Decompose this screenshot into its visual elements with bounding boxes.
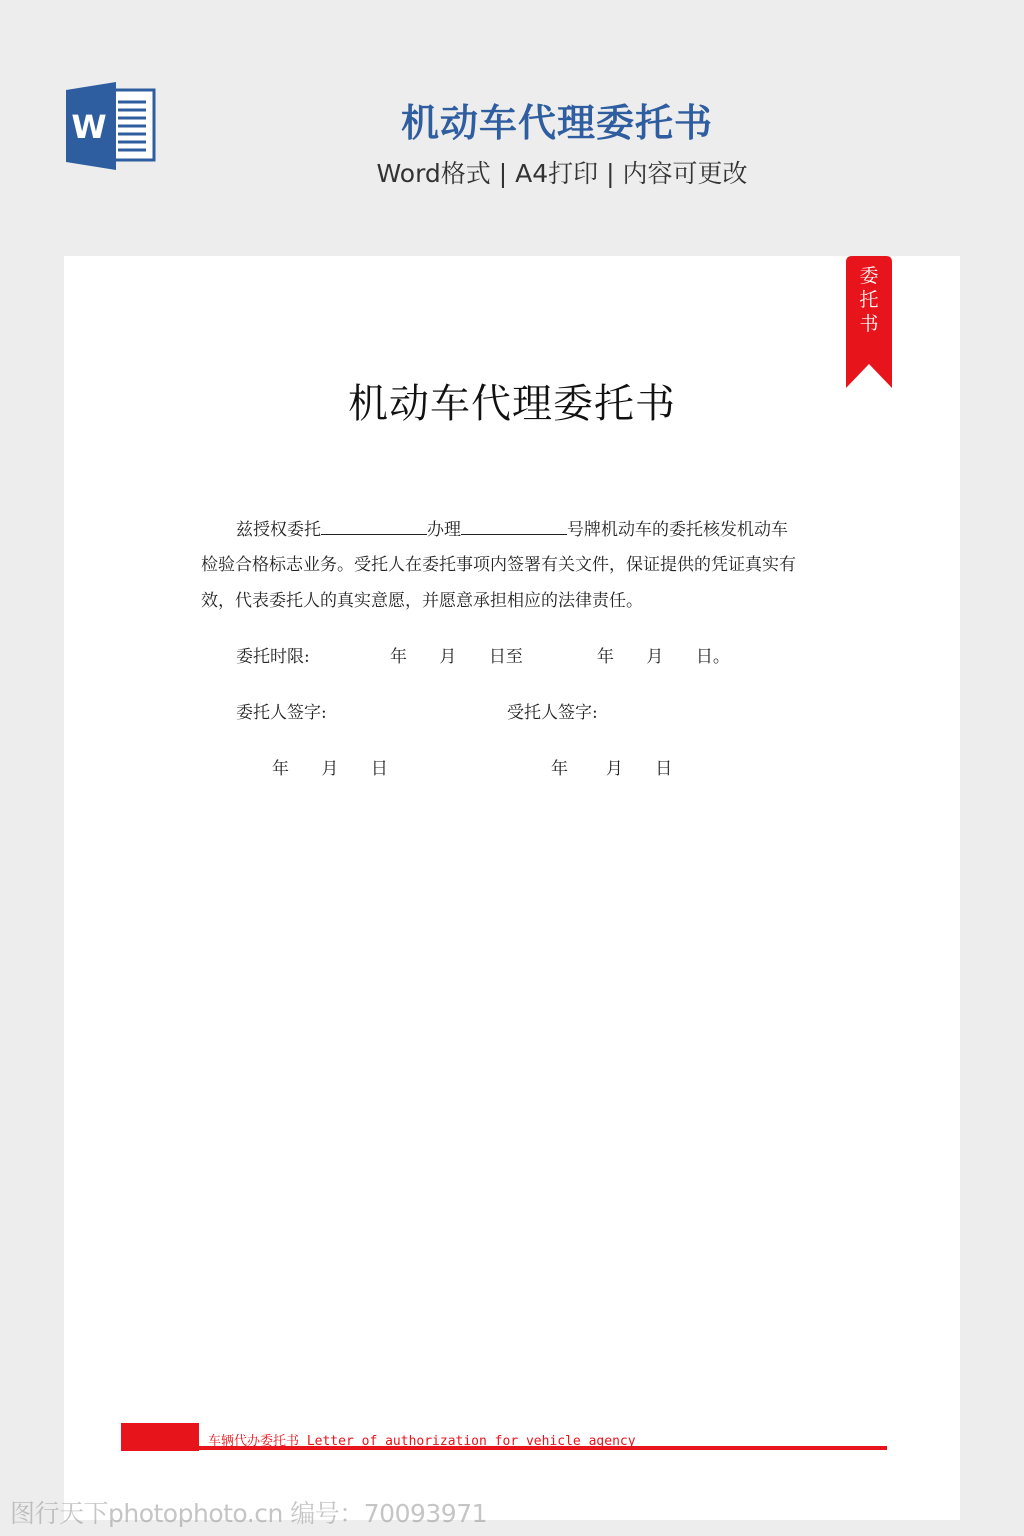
- paragraph-line-2: 检验合格标志业务。受托人在委托事项内签署有关文件，保证提供的凭证真实有: [201, 555, 796, 575]
- agent-signature-label: 受托人签字:: [507, 703, 598, 723]
- para1-part-a: 兹授权委托: [236, 520, 321, 540]
- para1-part-b: 办理: [427, 520, 461, 540]
- document-title: 机动车代理委托书: [348, 381, 676, 427]
- ribbon-text: 委托书: [859, 265, 879, 335]
- watermark-text: 图行天下photophoto.cn 编号：70093971: [10, 1499, 488, 1528]
- document-page: [64, 256, 960, 1520]
- ribbon-label: [846, 264, 892, 336]
- period-end: 年 月 日。: [597, 647, 730, 667]
- blank-field-plate: [461, 520, 567, 535]
- period-label: 委托时限:: [236, 647, 310, 667]
- paragraph-line-3: 效，代表委托人的真实意愿，并愿意承担相应的法律责任。: [201, 591, 643, 611]
- footer-caption: 车辆代办委托书 Letter of authorization for vehicle agency: [208, 1434, 636, 1449]
- blank-field-principal: [321, 520, 427, 535]
- agent-date: 年 月 日: [551, 759, 673, 779]
- para1-part-c: 号牌机动车的委托核发机动车: [567, 520, 788, 540]
- principal-date: 年 月 日: [272, 759, 388, 779]
- word-icon-letter: W: [71, 108, 107, 146]
- page-title: 机动车代理委托书: [400, 101, 713, 145]
- principal-signature-label: 委托人签字:: [236, 703, 327, 723]
- page-subtitle: Word格式 | A4打印 | 内容可更改: [376, 159, 748, 188]
- paragraph-line-1: [236, 520, 788, 540]
- period-start: 年 月 日至: [390, 647, 523, 667]
